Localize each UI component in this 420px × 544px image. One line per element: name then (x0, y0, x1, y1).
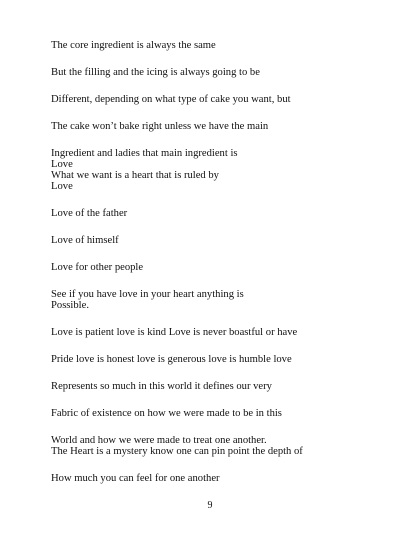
text-line: How much you can feel for one another (51, 473, 220, 484)
text-line: Love of himself (51, 235, 119, 246)
text-line: Possible. (51, 300, 89, 311)
text-line: Love for other people (51, 262, 144, 273)
text-line: Love (51, 159, 73, 170)
text-line: Love (51, 181, 73, 192)
page-number: 9 (207, 500, 213, 511)
text-line: Fabric of existence on how we were made to be in this (51, 408, 282, 419)
text-line: Love of the father (51, 208, 128, 219)
text-line: What we want is a heart that is ruled by (51, 170, 219, 181)
text-line: The core ingredient is always the same (51, 40, 216, 51)
text-line: World and how we were made to treat one another. (51, 435, 267, 446)
text-line: The cake won’t bake right unless we have the main (51, 121, 269, 132)
text-line: But the filling and the icing is always going to be (51, 67, 260, 78)
text-line: See if you have love in your heart anything is (51, 289, 244, 300)
text-line: Love is patient love is kind Love is never boastful or have (51, 327, 298, 338)
text-line: The Heart is a mystery know one can pin point the depth of (51, 446, 303, 457)
text-line: Ingredient and ladies that main ingredient is (51, 148, 238, 159)
text-line: Different, depending on what type of cake you want, but (51, 94, 291, 105)
text-line: Pride love is honest love is generous love is humble love (51, 354, 292, 365)
text-line: Represents so much in this world it defines our very (51, 381, 272, 392)
